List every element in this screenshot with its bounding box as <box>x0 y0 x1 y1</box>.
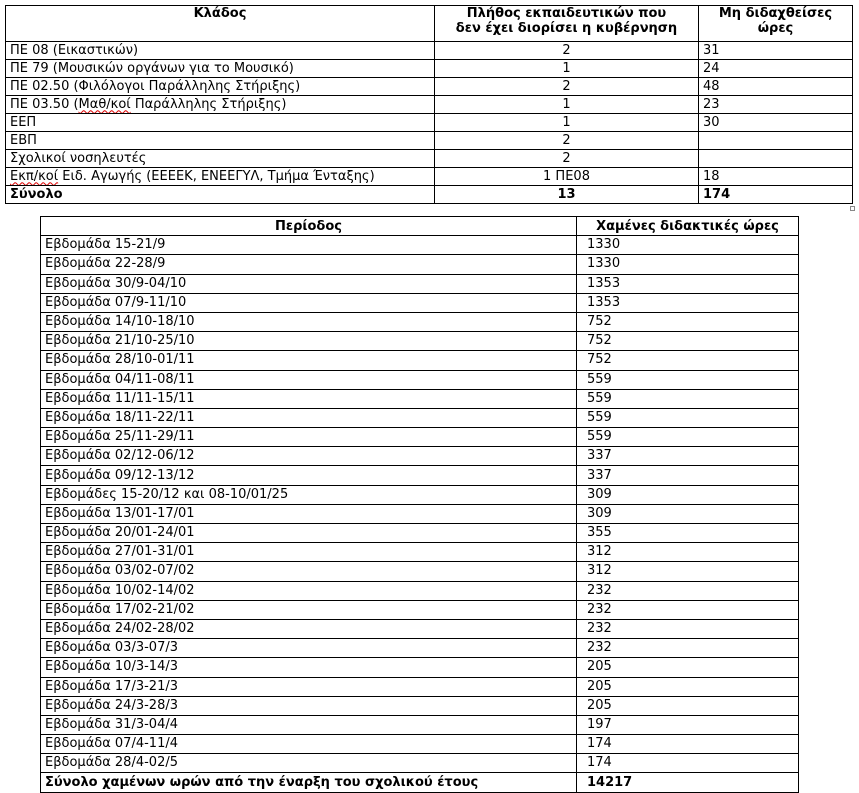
table-row <box>41 293 799 312</box>
table-row <box>41 562 799 581</box>
hours-cell: 18 <box>699 168 853 186</box>
period-cell: Εβδομάδα 30/9-04/10 <box>41 274 577 293</box>
table-row <box>41 485 799 504</box>
teachers-cell: 2 <box>435 132 699 150</box>
hours-header-line1: Μη διδαχθείσες <box>718 6 833 21</box>
table-row <box>41 274 799 293</box>
table-row <box>41 619 799 638</box>
period-cell: Εβδομάδα 18/11-22/11 <box>41 408 577 427</box>
table-row <box>41 658 799 677</box>
branch-cell: ΕΒΠ <box>6 132 435 150</box>
table1-row <box>6 168 853 186</box>
branch-prefix: ΠΕ 03.50 ( <box>10 96 79 112</box>
period-cell: Εβδομάδα 10/02-14/02 <box>41 581 577 600</box>
teachers-cell: 1 <box>435 114 699 132</box>
table-row <box>41 524 799 543</box>
period-cell: Εβδομάδα 17/3-21/3 <box>41 677 577 696</box>
period-cell: Εβδομάδα 24/3-28/3 <box>41 696 577 715</box>
teachers-cell: 1 <box>435 96 699 114</box>
period-cell: Εβδομάδα 22-28/9 <box>41 255 577 274</box>
teachers-header-line2: δεν έχει διορίσει η κυβέρνηση <box>455 21 678 36</box>
lost-hours-cell: 752 <box>577 312 799 331</box>
teachers-header-line1: Πλήθος εκπαιδευτικών που <box>466 6 667 21</box>
table2-total-row <box>41 773 799 792</box>
period-cell: Εβδομάδα 04/11-08/11 <box>41 370 577 389</box>
lost-hours-cell: 1353 <box>577 293 799 312</box>
period-cell: Εβδομάδα 13/01-17/01 <box>41 504 577 523</box>
table1-row <box>6 96 853 114</box>
teachers-cell: 2 <box>435 42 699 60</box>
total-lost-hours: 14217 <box>577 773 799 792</box>
period-cell: Εβδομάδα 03/3-07/3 <box>41 639 577 658</box>
lost-hours-cell: 309 <box>577 504 799 523</box>
hours-cell: 30 <box>699 114 853 132</box>
lost-hours-cell: 174 <box>577 754 799 773</box>
table-row <box>41 332 799 351</box>
lost-hours-cell: 205 <box>577 696 799 715</box>
branch-cell: ΠΕ 79 (Μουσικών οργάνων για το Μουσικό) <box>6 60 435 78</box>
period-cell: Εβδομάδα 14/10-18/10 <box>41 312 577 331</box>
lost-hours-table-body <box>41 236 799 792</box>
table-row <box>41 447 799 466</box>
lost-hours-cell: 205 <box>577 677 799 696</box>
table-resize-handle[interactable] <box>850 206 855 211</box>
period-cell: Εβδομάδα 31/3-04/4 <box>41 715 577 734</box>
branch-cell <box>6 168 435 186</box>
table1-row <box>6 42 853 60</box>
lost-hours-cell: 559 <box>577 389 799 408</box>
table-row <box>41 696 799 715</box>
period-cell: Εβδομάδα 11/11-15/11 <box>41 389 577 408</box>
period-cell: Εβδομάδες 15-20/12 και 08-10/01/25 <box>41 485 577 504</box>
hours-cell: 24 <box>699 60 853 78</box>
table-row <box>41 312 799 331</box>
period-cell: Εβδομάδα 21/10-25/10 <box>41 332 577 351</box>
branch-cell: ΠΕ 02.50 (Φιλόλογοι Παράλληλης Στήριξης) <box>6 78 435 96</box>
branch-cell: ΠΕ 08 (Εικαστικών) <box>6 42 435 60</box>
total-hours: 174 <box>699 186 853 204</box>
total-teachers: 13 <box>435 186 699 204</box>
period-cell: Εβδομάδα 07/9-11/10 <box>41 293 577 312</box>
table-row <box>41 715 799 734</box>
table-row <box>41 370 799 389</box>
period-cell: Εβδομάδα 02/12-06/12 <box>41 447 577 466</box>
total-lost-hours-label: Σύνολο χαμένων ωρών από την έναρξη του σχολικού έτους <box>41 773 577 792</box>
table-row <box>41 428 799 447</box>
lost-hours-cell: 174 <box>577 735 799 754</box>
lost-hours-header: Χαμένες διδακτικές ώρες <box>577 217 799 236</box>
spellcheck-marked-word: Εκπ/κοί <box>10 168 59 184</box>
table-row <box>41 639 799 658</box>
lost-hours-cell: 309 <box>577 485 799 504</box>
lost-hours-cell: 752 <box>577 332 799 351</box>
lost-hours-cell: 1353 <box>577 274 799 293</box>
lost-hours-cell: 1330 <box>577 236 799 255</box>
table-row <box>41 389 799 408</box>
branch-cell <box>6 96 435 114</box>
table1-row <box>6 150 853 168</box>
period-cell: Εβδομάδα 17/02-21/02 <box>41 600 577 619</box>
table-row <box>41 677 799 696</box>
lost-hours-cell: 559 <box>577 408 799 427</box>
table-row <box>41 351 799 370</box>
teachers-cell: 1 <box>435 60 699 78</box>
table-row <box>41 408 799 427</box>
table1-header-row <box>6 6 853 42</box>
hours-cell: 23 <box>699 96 853 114</box>
hours-header-line2: ώρες <box>757 21 794 36</box>
hours-cell: 48 <box>699 78 853 96</box>
lost-hours-cell: 559 <box>577 370 799 389</box>
table1-row <box>6 132 853 150</box>
lost-hours-cell: 337 <box>577 447 799 466</box>
period-cell: Εβδομάδα 24/02-28/02 <box>41 619 577 638</box>
teachers-cell: 2 <box>435 78 699 96</box>
lost-hours-cell: 232 <box>577 600 799 619</box>
table1-total-row <box>6 186 853 204</box>
branch-cell: Σχολικοί νοσηλευτές <box>6 150 435 168</box>
branch-cell: ΕΕΠ <box>6 114 435 132</box>
branch-header: Κλάδος <box>6 6 435 42</box>
lost-hours-cell: 337 <box>577 466 799 485</box>
teachers-cell: 1 ΠΕ08 <box>435 168 699 186</box>
table-row <box>41 255 799 274</box>
period-cell: Εβδομάδα 28/4-02/5 <box>41 754 577 773</box>
lost-hours-cell: 232 <box>577 619 799 638</box>
table1-row <box>6 78 853 96</box>
period-cell: Εβδομάδα 28/10-01/11 <box>41 351 577 370</box>
table-row <box>41 466 799 485</box>
lost-hours-cell: 559 <box>577 428 799 447</box>
period-cell: Εβδομάδα 27/01-31/01 <box>41 543 577 562</box>
table-row <box>41 735 799 754</box>
total-label: Σύνολο <box>6 186 435 204</box>
table-row <box>41 754 799 773</box>
table-row <box>41 600 799 619</box>
table1-row <box>6 60 853 78</box>
lost-hours-cell: 205 <box>577 658 799 677</box>
period-cell: Εβδομάδα 20/01-24/01 <box>41 524 577 543</box>
period-cell: Εβδομάδα 09/12-13/12 <box>41 466 577 485</box>
lost-hours-cell: 312 <box>577 543 799 562</box>
branch-suffix: Παράλληλης Στήριξης) <box>130 96 287 112</box>
hours-header <box>699 6 853 42</box>
lost-hours-cell: 752 <box>577 351 799 370</box>
lost-hours-cell: 232 <box>577 581 799 600</box>
lost-hours-cell: 355 <box>577 524 799 543</box>
period-cell: Εβδομάδα 03/02-07/02 <box>41 562 577 581</box>
teachers-cell: 2 <box>435 150 699 168</box>
unappointed-teachers-table <box>5 5 853 204</box>
table2-header-row <box>41 217 799 236</box>
table-row <box>41 504 799 523</box>
period-cell: Εβδομάδα 15-21/9 <box>41 236 577 255</box>
period-cell: Εβδομάδα 10/3-14/3 <box>41 658 577 677</box>
period-header: Περίοδος <box>41 217 577 236</box>
lost-hours-cell: 1330 <box>577 255 799 274</box>
period-cell: Εβδομάδα 07/4-11/4 <box>41 735 577 754</box>
lost-hours-cell: 232 <box>577 639 799 658</box>
hours-cell <box>699 132 853 150</box>
branch-suffix: Ειδ. Αγωγής (ΕΕΕΕΚ, ΕΝΕΕΓΥΛ, Τμήμα Ένταξης) <box>58 168 375 184</box>
period-cell: Εβδομάδα 25/11-29/11 <box>41 428 577 447</box>
spellcheck-marked-word: Μαθ/κοί <box>78 96 131 112</box>
lost-hours-table <box>40 216 799 793</box>
table-row <box>41 236 799 255</box>
lost-hours-cell: 312 <box>577 562 799 581</box>
hours-cell <box>699 150 853 168</box>
table1-row <box>6 114 853 132</box>
lost-hours-cell: 197 <box>577 715 799 734</box>
table-row <box>41 581 799 600</box>
teachers-header <box>435 6 699 42</box>
hours-cell: 31 <box>699 42 853 60</box>
table-row <box>41 543 799 562</box>
